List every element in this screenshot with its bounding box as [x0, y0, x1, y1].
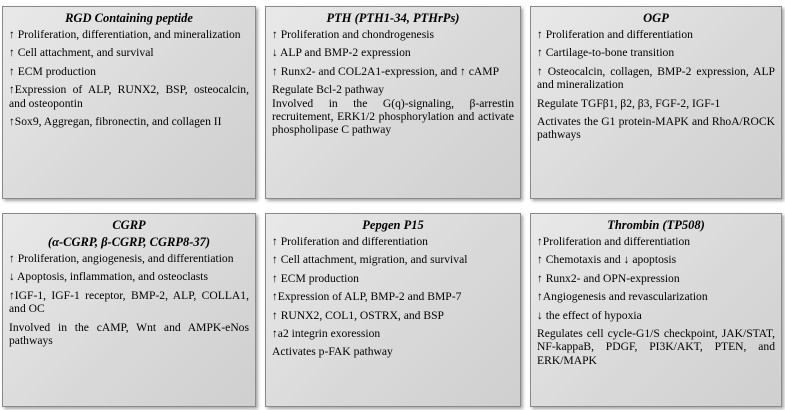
list-item: ↑ Chemotaxis and ↓ apoptosis: [537, 253, 677, 267]
list-item: Regulate TGFβ1, β2, β3, FGF-2, IGF-1: [537, 96, 721, 110]
list-item: ↓ Apoptosis, inflammation, and osteoclasts: [9, 270, 209, 284]
list-item: ↑ Cell attachment, migration, and survival: [272, 253, 468, 267]
list-item: ↑ Runx2- and OPN-expression: [537, 271, 680, 285]
panel-title: OGP: [643, 11, 669, 25]
list-item: ↑ Osteocalcin, collagen, BMP-2 expression, ALP and mineralization: [537, 64, 775, 92]
panel-subtitle: (α-CGRP, β-CGRP, CGRP8-37): [47, 235, 211, 249]
list-item: Regulates cell cycle-G1/S checkpoint, JAK/STAT, NF-kappaB, PDGF, PI3K/AKT, PTEN, and ERK/MAPK: [537, 327, 775, 367]
panel-title: RGD Containing peptide: [65, 11, 193, 25]
panel-cgrp: [2, 213, 256, 407]
list-item: ↑ ECM production: [272, 271, 359, 285]
list-item: Involved in the cAMP, Wnt and AMPK-eNos pathways: [9, 320, 249, 348]
list-item: ↑ Runx2- and COL2A1-expression, and ↑ cAMP: [272, 64, 500, 78]
list-item: ↓ the effect of hypoxia: [537, 308, 642, 322]
list-item: ↑IGF-1, IGF-1 receptor, BMP-2, ALP, COLLA1, and OC: [9, 288, 249, 316]
list-item: ↑Expression of ALP, RUNX2, BSP, osteocalcin, and osteopontin: [9, 83, 249, 110]
list-item: ↑ Cell attachment, and survival: [9, 46, 154, 60]
list-item: ↑ RUNX2, COL1, OSTRX, and BSP: [272, 308, 444, 322]
list-item: Involved in the G(q)-signaling, β-arrestin recruitement, ERK1/2 phosphorylation and activate phospholipase C pathway: [272, 96, 514, 137]
list-item: Activates p-FAK pathway: [272, 345, 393, 359]
list-item: ↑Sox9, Aggregan, fibronectin, and collagen II: [9, 115, 222, 129]
list-item: ↑Proliferation and differentiation: [537, 235, 691, 248]
list-item: ↑ Proliferation and differentiation: [537, 28, 693, 41]
list-item: ↓ ALP and BMP-2 expression: [272, 46, 411, 60]
list-item: ↑ ECM production: [9, 64, 96, 78]
list-item: ↑ Proliferation, differentiation, and mineralization: [9, 28, 241, 41]
panel-rgd-peptide: [2, 6, 256, 199]
list-item: Activates the G1 protein-MAPK and RhoA/ROCK pathways: [537, 115, 775, 142]
panel-pepgen-p15: [265, 213, 521, 407]
list-item: ↑ Cartilage-to-bone transition: [537, 46, 675, 60]
list-item: ↑Angiogenesis and revascularization: [537, 290, 708, 304]
panel-title: Thrombin (TP508): [607, 218, 705, 232]
panel-title: PTH (PTH1-34, PTHrPs): [326, 11, 460, 25]
panel-ogp: [530, 6, 782, 199]
panel-thrombin: [530, 213, 782, 407]
list-item: ↑ Proliferation and chondrogenesis: [272, 28, 434, 41]
list-item: ↑ Proliferation, angiogenesis, and differentiation: [9, 252, 234, 265]
panel-pth: [265, 6, 521, 199]
panel-title: Pepgen P15: [362, 218, 424, 232]
list-item: Regulate Bcl-2 pathway: [272, 83, 385, 97]
panel-title: CGRP: [112, 218, 146, 232]
list-item: ↑Expression of ALP, BMP-2 and BMP-7: [272, 290, 462, 304]
list-item: ↑ Proliferation and differentiation: [272, 235, 428, 248]
list-item: ↑a2 integrin exoression: [272, 327, 381, 341]
